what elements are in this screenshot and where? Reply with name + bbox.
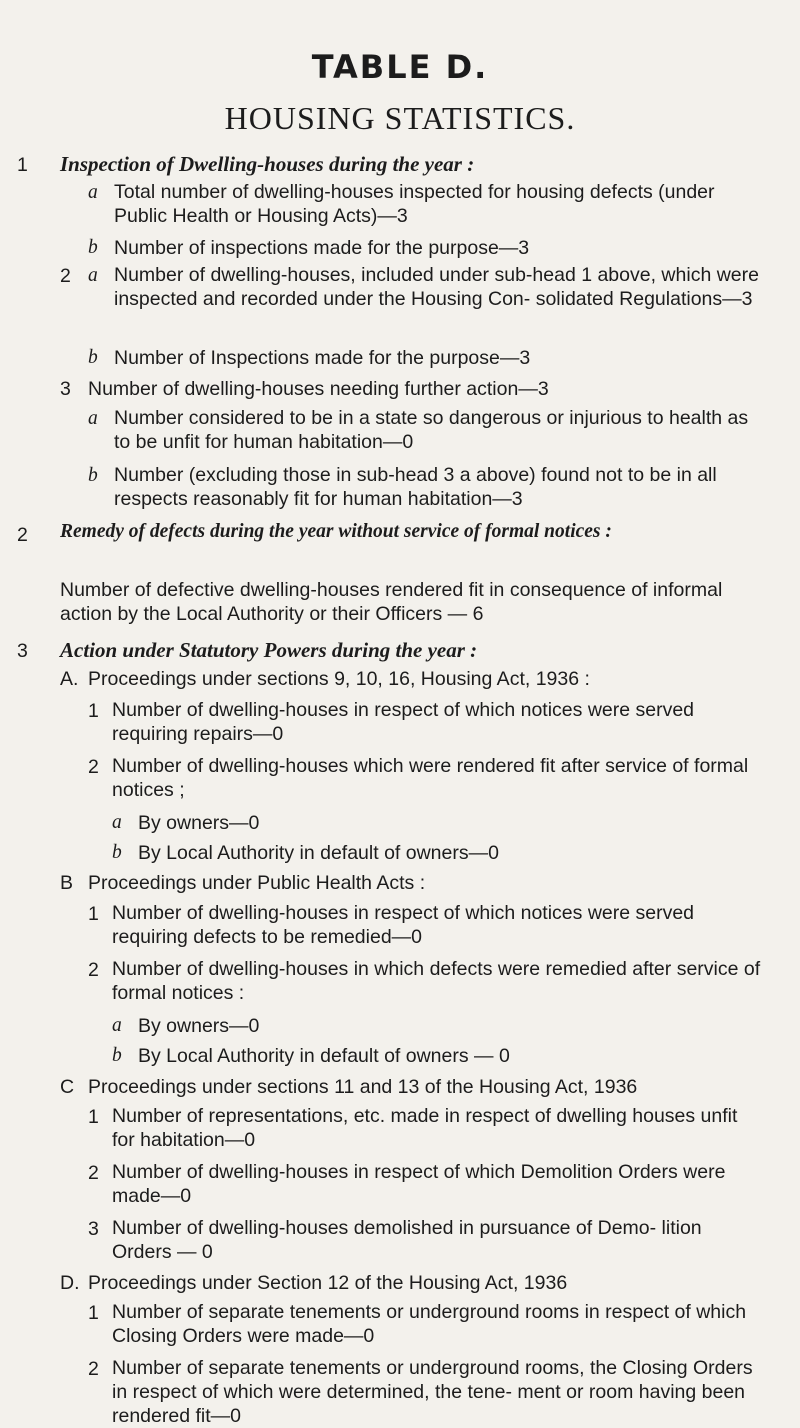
section-number: 3 xyxy=(17,640,28,662)
item-label: b xyxy=(88,347,98,368)
item-label: a xyxy=(112,1015,122,1036)
item-number: 1 xyxy=(88,700,99,722)
item-text: By owners—0 xyxy=(138,812,260,834)
item-text: Number of dwelling-houses in respect of which notices were served requiring defects to be remedied—0 xyxy=(112,902,695,948)
item-label: a xyxy=(88,182,98,203)
item-number: 1 xyxy=(88,1302,99,1324)
item-number: 2 xyxy=(88,1358,99,1380)
item-number: 2 xyxy=(88,1162,99,1184)
item-number: 2 xyxy=(88,756,99,778)
item-text: Number of dwelling-houses demolished in pursuance of Demo- lition Orders — 0 xyxy=(112,1217,702,1263)
item-number: 2 xyxy=(60,265,71,287)
item-text: Number of dwelling-houses which were rendered fit after service of formal notices ; xyxy=(112,755,749,801)
item-text: Number of dwelling-houses in respect of which Demolition Orders were made—0 xyxy=(112,1161,726,1207)
subsection-text: Proceedings under Section 12 of the Housing Act, 1936 xyxy=(88,1272,568,1294)
item-label: b xyxy=(88,465,98,486)
item-text: Number of inspections made for the purpose—3 xyxy=(114,237,530,259)
item-text: Number of representations, etc. made in respect of dwelling houses unfit for habitation—0 xyxy=(112,1105,738,1151)
section-heading-inspection: Inspection of Dwelling-houses during the year : xyxy=(60,152,475,176)
item-text: By Local Authority in default of owners—0 xyxy=(138,842,499,864)
item-label: b xyxy=(112,842,122,863)
subsection-label: B xyxy=(60,872,74,894)
item-label: a xyxy=(88,408,98,429)
item-number: 2 xyxy=(88,959,99,981)
item-text: Number of dwelling-houses, included under sub-head 1 above, which were inspected and recorded under the Housing Con- solidated Regulations—3 xyxy=(114,264,759,310)
item-text: By Local Authority in default of owners — 0 xyxy=(138,1045,510,1067)
subsection-label: A. xyxy=(60,668,79,690)
subsection-label: D. xyxy=(60,1272,80,1294)
item-label: b xyxy=(112,1045,122,1066)
item-text: Number of dwelling-houses in respect of which notices were served requiring repairs—0 xyxy=(112,699,695,745)
section-number: 2 xyxy=(17,524,28,546)
item-text: Number (excluding those in sub-head 3 a above) found not to be in all respects reasonably fit for human habitation—3 xyxy=(114,464,717,510)
item-text: Total number of dwelling-houses inspected for housing defects (under Public Health or Housing Acts)—3 xyxy=(114,181,715,227)
section-number: 1 xyxy=(17,154,28,176)
item-label: b xyxy=(88,237,98,258)
subsection-text: Proceedings under sections 9, 10, 16, Housing Act, 1936 : xyxy=(88,668,590,690)
section-heading-action: Action under Statutory Powers during the year : xyxy=(60,638,478,662)
item-number: 1 xyxy=(88,903,99,925)
item-number: 3 xyxy=(60,378,71,400)
subsection-label: C xyxy=(60,1076,75,1098)
item-text: Number of separate tenements or underground rooms, the Closing Orders in respect of which were determined, the tene- ment or room having been rendered fit—0 xyxy=(112,1357,753,1427)
item-text: Number of dwelling-houses needing further action—3 xyxy=(88,378,549,400)
page-title: HOUSING STATISTICS. xyxy=(224,100,576,136)
table-title: TABLE D. xyxy=(311,48,489,86)
item-text: Number of Inspections made for the purpose—3 xyxy=(114,347,531,369)
item-number: 1 xyxy=(88,1106,99,1128)
subsection-text: Proceedings under Public Health Acts : xyxy=(88,872,426,894)
section-text: Number of defective dwelling-houses rendered fit in consequence of informal action by the Local Authority or their Officers — 6 xyxy=(60,579,723,625)
section-heading-remedy: Remedy of defects during the year without service of formal notices : xyxy=(60,521,612,542)
item-text: By owners—0 xyxy=(138,1015,260,1037)
item-text: Number of dwelling-houses in which defects were remedied after service of formal notices : xyxy=(112,958,761,1004)
item-label: a xyxy=(88,265,98,286)
subsection-text: Proceedings under sections 11 and 13 of the Housing Act, 1936 xyxy=(88,1076,638,1098)
item-number: 3 xyxy=(88,1218,99,1240)
item-text: Number considered to be in a state so dangerous or injurious to health as to be unfit for human habitation—0 xyxy=(114,407,749,453)
item-text: Number of separate tenements or underground rooms in respect of which Closing Orders were made—0 xyxy=(112,1301,747,1347)
item-label: a xyxy=(112,812,122,833)
